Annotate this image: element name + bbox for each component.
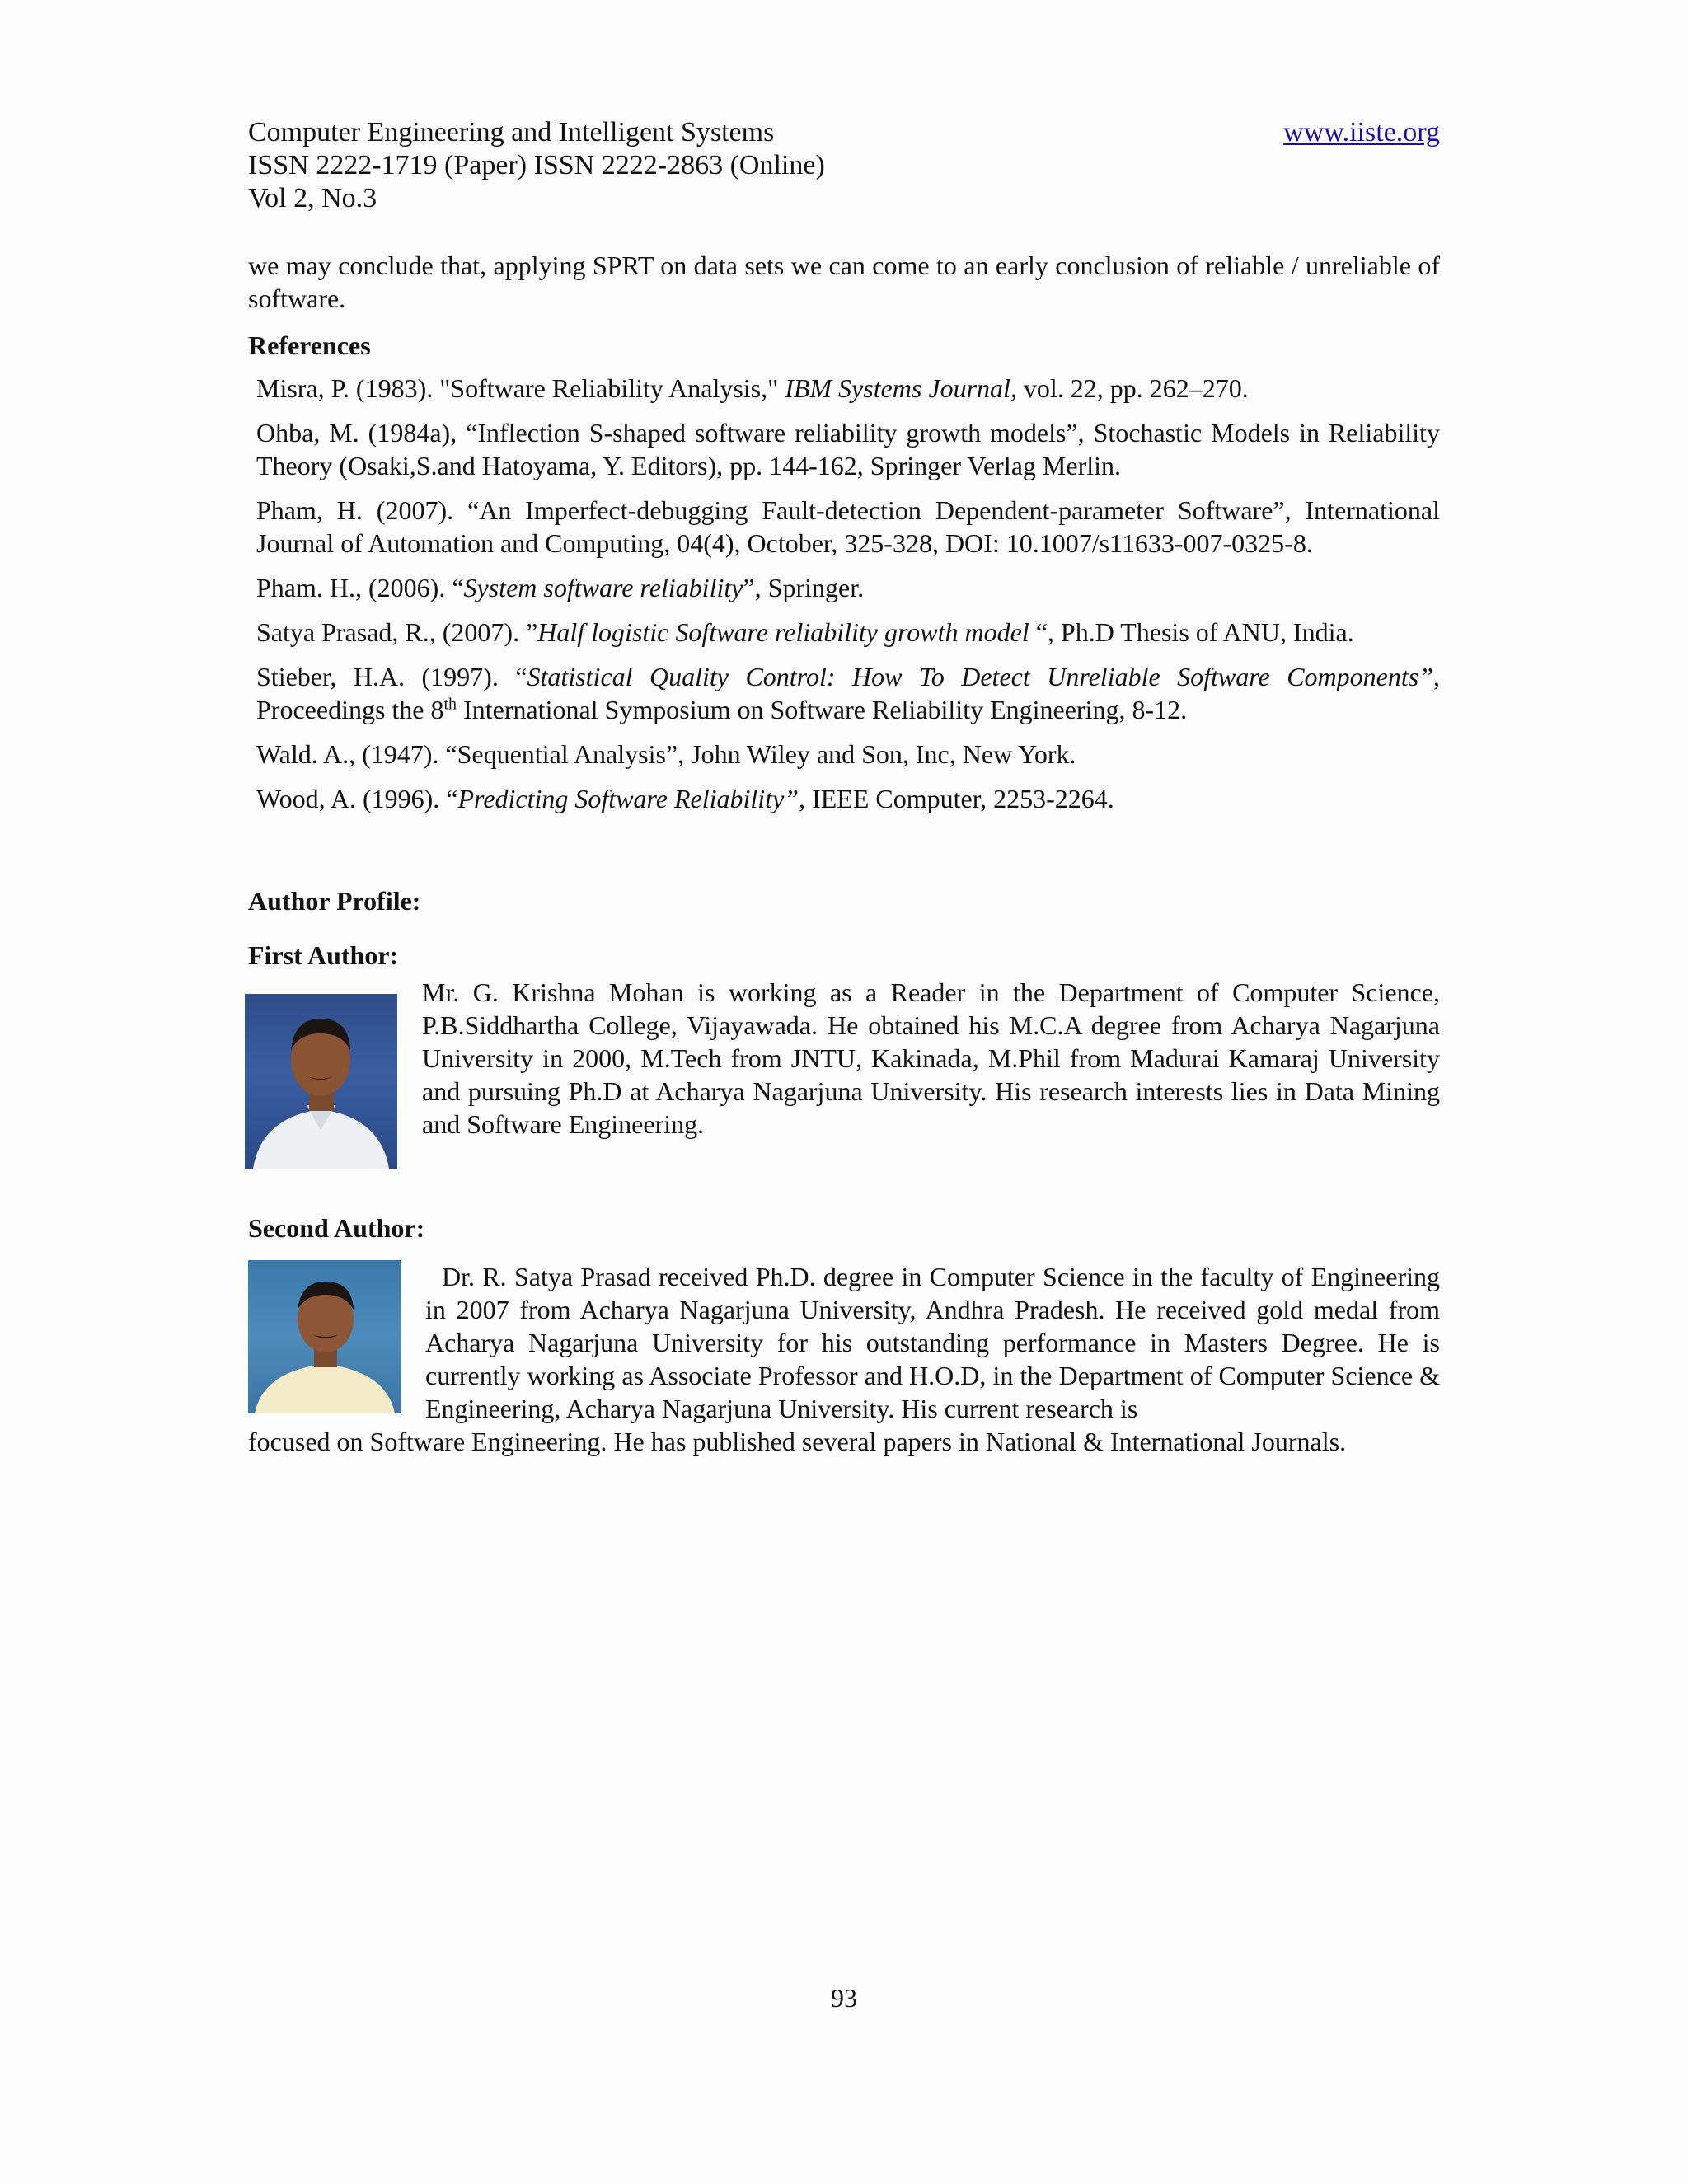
- reference-item: Pham, H. (2007). “An Imperfect-debugging Fault-detection Dependent-parameter Software”, International Journal of Automation and Computing, 04(4), October, 325-328, DOI: 10.1007/s11633-007-0325-8.: [256, 495, 1440, 558]
- journal-url-link[interactable]: www.iiste.org: [1283, 117, 1440, 148]
- first-author-bio: Mr. G. Krishna Mohan is working as a Reader in the Department of Computer Science, P.B.Siddhartha College, Vijayawada. He obtained his M.C.A degree from Acharya Nagarjuna University in 2000, M.Tech from JNTU, Kakinada, M.Phil from Madurai Kamaraj University and pursuing Ph.D at Acharya Nagarjuna University. His research interests lies in Data Mining and Software Engineering.: [422, 977, 1440, 1139]
- volume-line: Vol 2, No.3: [248, 183, 377, 213]
- page-header: [248, 116, 1440, 215]
- second-author-bio: Dr. R. Satya Prasad received Ph.D. degree in Computer Science in the faculty of Engineering in 2007 from Acharya Nagarjuna University, Andhra Pradesh. He received gold medal from Acharya Nagarjuna University for his outstanding performance in Masters Degree. He is currently working as Associate Professor and H.O.D, in the Department of Computer Science & Engineering, Acharya Nagarjuna University. His current research is: [425, 1262, 1440, 1423]
- second-author-photo: [248, 1260, 401, 1413]
- reference-item: Ohba, M. (1984a), “Inflection S-shaped software reliability growth models”, Stochastic Models in Reliability Theory (Osaki,S.and Hatoyama, Y. Editors), pp. 144-162, Springer Verlag Merlin.: [256, 418, 1440, 480]
- page-number: 93: [831, 1983, 857, 2013]
- portrait-image: [245, 994, 397, 1169]
- intro-paragraph: we may conclude that, applying SPRT on data sets we can come to an early conclusion of reliable / unreliable of software.: [248, 251, 1440, 313]
- reference-item: Pham. H., (2006). “System software reliability”, Springer.: [256, 573, 865, 602]
- reference-item: Wald. A., (1947). “Sequential Analysis”, John Wiley and Son, Inc, New York.: [256, 739, 1076, 769]
- references-heading: References: [248, 330, 371, 360]
- author-profile-heading: Author Profile:: [248, 886, 421, 916]
- first-author-heading: First Author:: [248, 940, 399, 970]
- journal-title: Computer Engineering and Intelligent Systems: [248, 117, 775, 148]
- first-author-photo: [245, 994, 397, 1169]
- references-list: [256, 372, 1440, 827]
- reference-item: Satya Prasad, R., (2007). ”Half logistic Software reliability growth model “, Ph.D Thesis of ANU, India.: [256, 617, 1354, 647]
- portrait-image: [248, 1260, 401, 1413]
- second-author-bio-continued: focused on Software Engineering. He has published several papers in National & International Journals.: [248, 1427, 1347, 1456]
- reference-item: Misra, P. (1983). "Software Reliability Analysis," IBM Systems Journal, vol. 22, pp. 262–270.: [256, 373, 1249, 403]
- reference-item: Stieber, H.A. (1997). “Statistical Quality Control: How To Detect Unreliable Software Components”, Proceedings the 8th International Symposium on Software Reliability Engineering, 8-12.: [256, 662, 1441, 724]
- reference-item: Wood, A. (1996). “Predicting Software Reliability”, IEEE Computer, 2253-2264.: [256, 784, 1114, 813]
- second-author-heading: Second Author:: [248, 1213, 425, 1243]
- issn-line: ISSN 2222-1719 (Paper) ISSN 2222-2863 (Online): [248, 150, 825, 180]
